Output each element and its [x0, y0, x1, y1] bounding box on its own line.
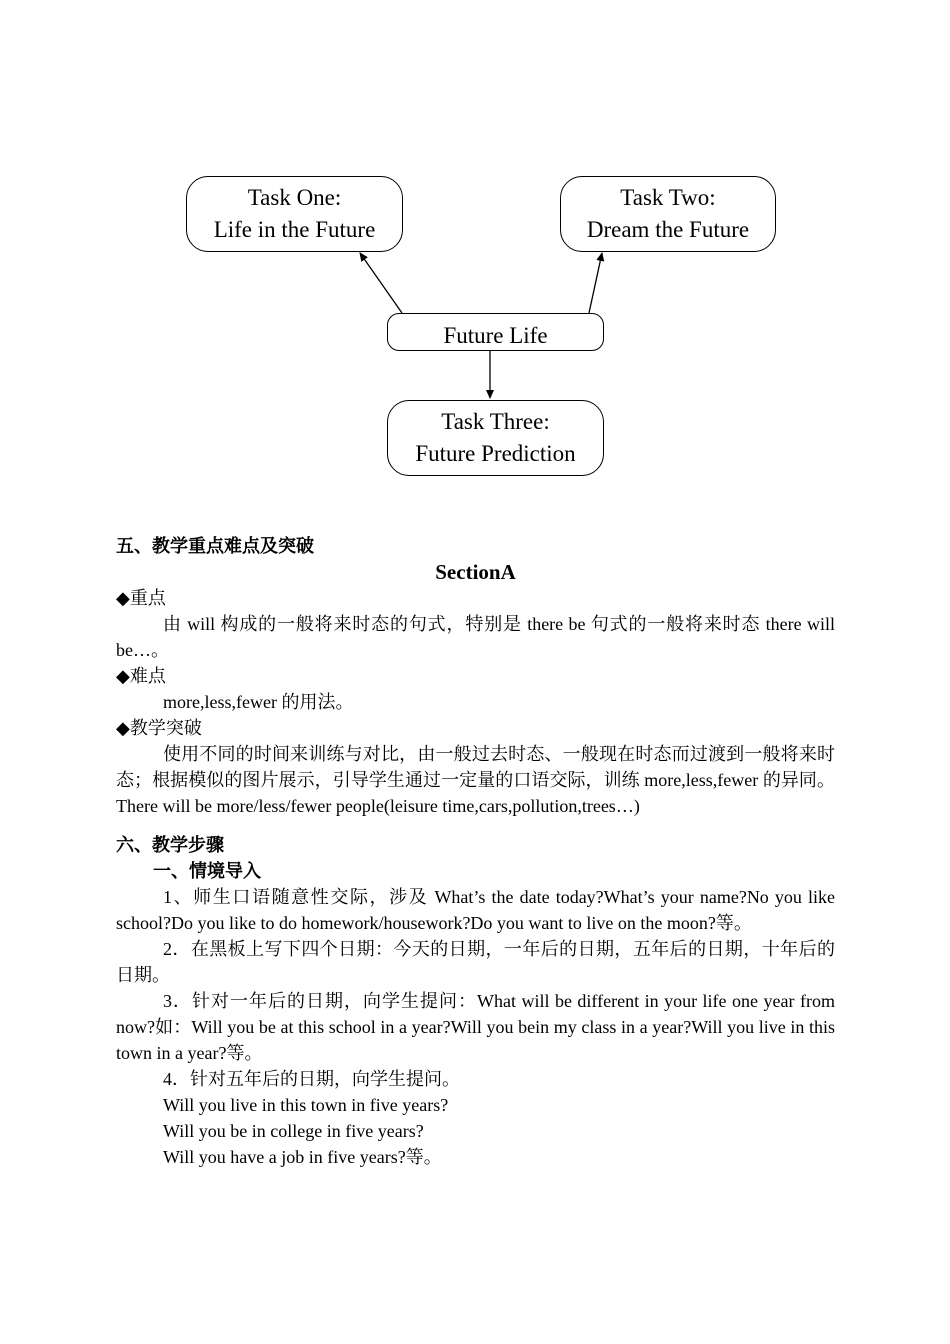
arrow-to-task-two: [589, 253, 602, 313]
concept-diagram: [0, 0, 950, 500]
section-six-heading: 六、教学步骤: [116, 835, 224, 855]
subsection-situation-intro: 一、情境导入: [153, 861, 261, 881]
section-six: [116, 832, 835, 1170]
task-two-box: [560, 176, 776, 252]
key-points-text: 由 will 构成的一般将来时态的句式，特别是 there be 句式的一般将来时态 there will be…。: [116, 614, 835, 660]
step-1-text: 1、师生口语随意性交际，涉及 What’s the date today?What’s your name?No you like school?Do you like to do homework/housework?Do you want to live on the moon?等。: [116, 887, 835, 933]
step-2-text: 2．在黑板上写下四个日期：今天的日期，一年后的日期，五年后的日期，十年后的日期。: [116, 939, 835, 985]
question-2: Will you be in college in five years?: [163, 1121, 424, 1141]
section-five-heading: 五、教学重点难点及突破: [116, 536, 314, 556]
breakthrough-label: ◆教学突破: [116, 718, 202, 738]
task-three-subtitle: Future Prediction: [415, 441, 576, 466]
question-3: Will you have a job in five years?等。: [163, 1147, 442, 1167]
step-3-text: 3．针对一年后的日期，向学生提问：What will be different in your life one year from now?如：Will you be at this school in a year?Will you bein my class in a year?Will you live in this town in a year?等。: [116, 991, 835, 1063]
task-three-box: [387, 400, 604, 476]
task-three-title: Task Three:: [441, 409, 550, 434]
section-five: [116, 533, 835, 819]
future-life-box: [387, 313, 604, 351]
future-life-label: Future Life: [443, 323, 548, 348]
breakthrough-text: 使用不同的时间来训练与对比，由一般过去时态、一般现在时态而过渡到一般将来时态；根据模似的图片展示，引导学生通过一定量的口语交际，训练 more,less,fewer 的异同。There will be more/less/fewer people(leisure time,cars,pollution,trees…): [116, 744, 835, 816]
task-one-box: [186, 176, 403, 252]
key-points-label: ◆重点: [116, 588, 166, 608]
difficulty-label: ◆难点: [116, 666, 166, 686]
task-one-title: Task One:: [247, 185, 342, 210]
step-4-text: 4．针对五年后的日期，向学生提问。: [163, 1069, 460, 1089]
task-one-subtitle: Life in the Future: [213, 217, 376, 242]
task-two-subtitle: Dream the Future: [586, 217, 750, 242]
section-title: SectionA: [435, 560, 516, 584]
difficulty-text: more,less,fewer 的用法。: [163, 692, 354, 712]
question-1: Will you live in this town in five years?: [163, 1095, 449, 1115]
arrow-to-task-one: [360, 253, 402, 313]
task-two-title: Task Two:: [620, 185, 716, 210]
